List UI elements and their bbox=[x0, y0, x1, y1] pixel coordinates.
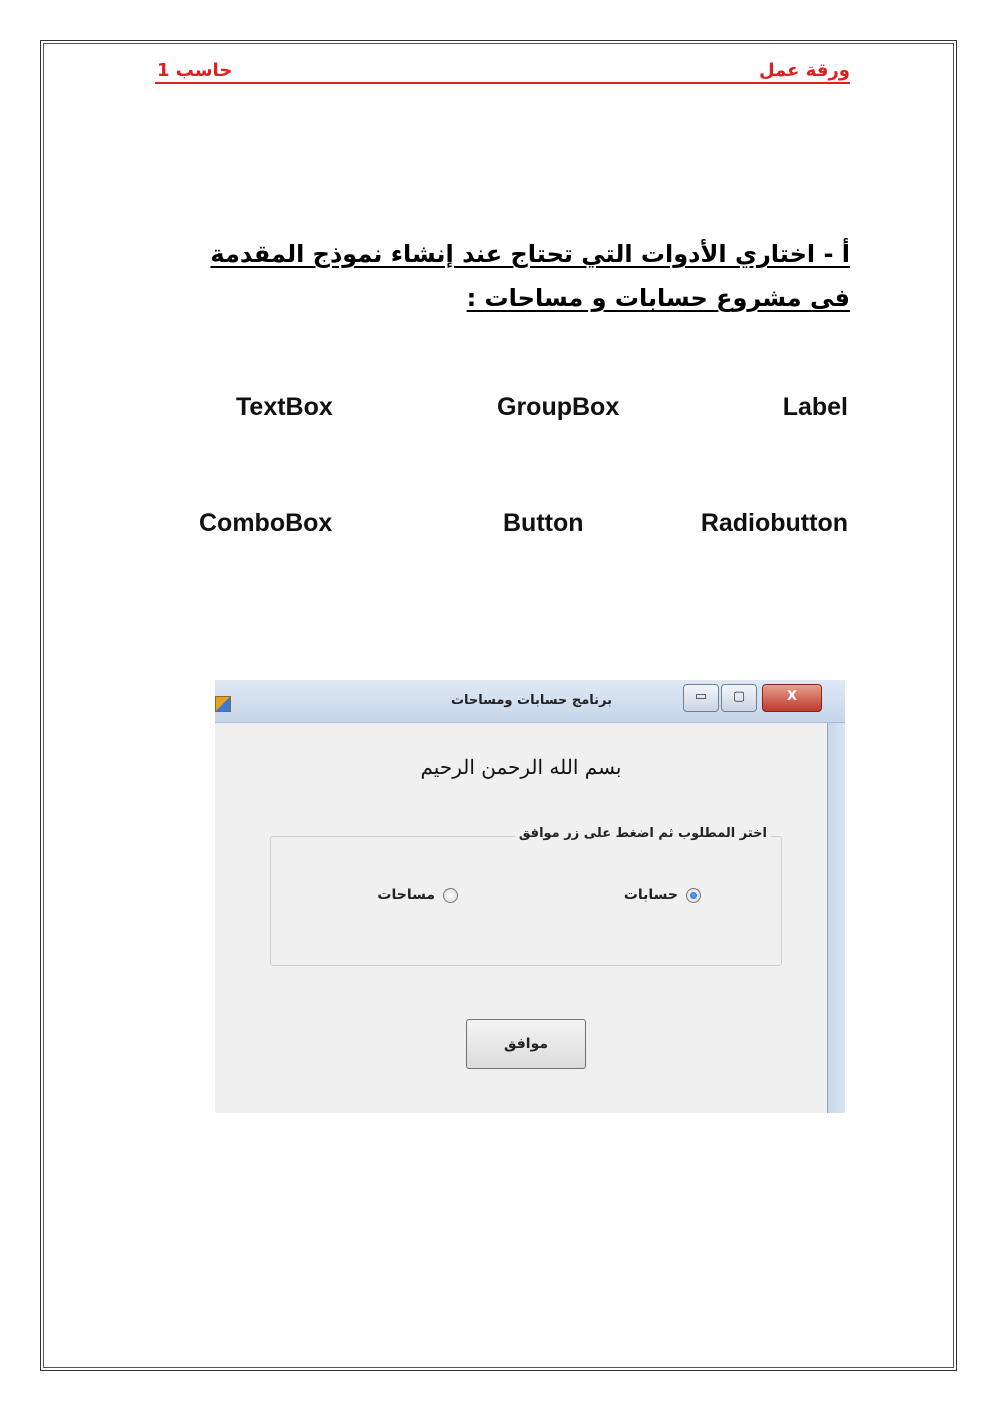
radio-accounts[interactable] bbox=[624, 887, 701, 903]
window-border bbox=[827, 723, 845, 1113]
window-titlebar bbox=[215, 680, 845, 723]
groupbox-caption: اختر المطلوب ثم اضغط على زر موافق bbox=[515, 826, 771, 841]
worksheet-title: ورقة عمل bbox=[759, 60, 850, 81]
radio-areas-label: مساحات bbox=[377, 887, 435, 903]
minimize-icon[interactable]: ▭ bbox=[683, 684, 719, 712]
basmala-label: بسم الله الرحمن الرحيم bbox=[420, 755, 622, 779]
maximize-icon[interactable]: ▢ bbox=[721, 684, 757, 712]
option-textbox[interactable]: TextBox bbox=[236, 393, 333, 421]
radio-selected-icon bbox=[686, 888, 701, 903]
radio-areas[interactable] bbox=[377, 887, 458, 903]
header-divider bbox=[155, 82, 850, 84]
option-combobox[interactable]: ComboBox bbox=[199, 509, 333, 537]
option-groupbox[interactable]: GroupBox bbox=[497, 393, 620, 421]
radio-accounts-label: حسابات bbox=[623, 887, 678, 903]
form-screenshot bbox=[215, 680, 845, 1113]
window-title: برنامج حسابات ومساحات bbox=[450, 693, 612, 708]
option-button[interactable]: Button bbox=[503, 509, 584, 537]
app-icon bbox=[215, 696, 231, 712]
option-label[interactable]: Label bbox=[782, 393, 848, 421]
subject-title: حاسب 1 bbox=[157, 60, 233, 81]
question-text: أ - اختاري الأدوات التي تحتاج عند إنشاء نموذج المقدمة فى مشروع حسابات و مساحات : bbox=[210, 240, 850, 312]
radio-unselected-icon bbox=[443, 888, 458, 903]
choice-groupbox bbox=[270, 826, 782, 966]
close-icon[interactable]: X bbox=[762, 684, 822, 712]
option-radiobutton[interactable]: Radiobutton bbox=[700, 509, 848, 537]
ok-button[interactable]: موافق bbox=[466, 1019, 586, 1069]
form-client-area bbox=[215, 723, 827, 1113]
